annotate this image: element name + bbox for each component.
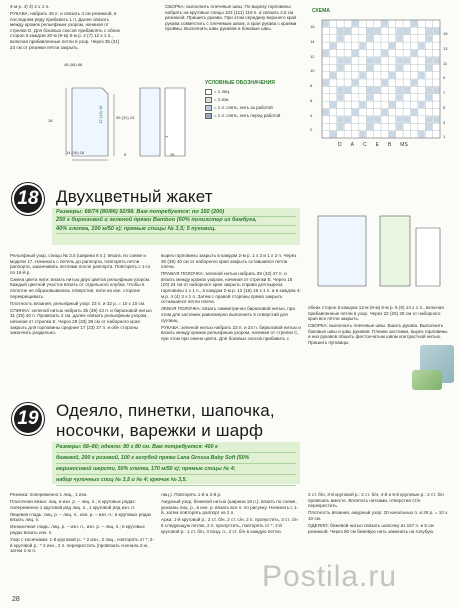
schema-cell bbox=[426, 94, 432, 100]
schema-marker-e: E bbox=[375, 142, 379, 148]
schema-cell bbox=[330, 131, 336, 137]
schema-cell bbox=[337, 87, 343, 93]
schema-title: СХЕМА bbox=[312, 8, 330, 14]
schema-row-num: 6 bbox=[310, 97, 313, 103]
schema-cell bbox=[337, 35, 343, 41]
jacket-back-piece bbox=[318, 216, 366, 286]
s19-col1-para: Изнаночная гладь: лиц. р. – изн. п., изн. р. – лиц. п.; в круговых рядах вязать изн. п. bbox=[10, 524, 145, 536]
section-18-title: Двухцветный жакет bbox=[56, 187, 213, 206]
s18-col3-para: СБОРКА: выполнить плечевые швы. Вшить рукава. Выполнить боковые швы и швы рукавов. Планки застежки, вырез горловины и низ рукавов обшить фестончатым швом контрастной нитью. Пришить пуговицы. bbox=[308, 323, 448, 346]
schema-cell bbox=[396, 35, 402, 41]
schema-cell bbox=[374, 28, 380, 34]
schema-row-num: 12 bbox=[310, 53, 315, 59]
schema-row-num: 3 bbox=[443, 119, 446, 125]
schema-cell bbox=[337, 116, 343, 122]
sleeve-piece-shape bbox=[140, 88, 160, 156]
schema-cell bbox=[352, 80, 358, 86]
diagram-label-2: 12 (13) 18 bbox=[98, 105, 104, 124]
section-19-column-1 bbox=[10, 492, 155, 555]
schema-cell bbox=[396, 57, 402, 63]
schema-cell bbox=[389, 131, 395, 137]
schema-cell bbox=[345, 28, 351, 34]
schema-cell bbox=[352, 109, 358, 115]
diagram-label-6: 4 bbox=[164, 135, 170, 138]
schema-cell bbox=[433, 28, 439, 34]
s19-col3-para: ОДЕЯЛО: бежевой нитью связать шапочку из 157 п. и 5 см резинкой. Через 80 см бежевую нить заменить на голубую. bbox=[308, 522, 435, 534]
section-18-column-3 bbox=[308, 305, 450, 347]
section-19-materials-line: бежевой, 200 г розовой, 100 г голубой пряжи Lana Grossa Baby Soft (50% bbox=[56, 453, 296, 464]
schema-marker-a: A bbox=[350, 142, 354, 148]
s19-col2-para: лиц.). Повторять 1-й и 2-й р. bbox=[161, 492, 222, 497]
legend-square-icon bbox=[205, 89, 212, 95]
top-left-para-0: 4-м р. 4) 3) 2 х 1 п. bbox=[10, 4, 50, 9]
schema-cell bbox=[345, 57, 351, 63]
schema-row-num: 16 bbox=[310, 24, 315, 29]
schema-cell bbox=[359, 43, 365, 49]
s19-col1-para: Резинка: попеременно 1 лиц., 1 изн. bbox=[10, 492, 88, 497]
schema-cell bbox=[382, 21, 388, 27]
schema-row-num: 9 bbox=[443, 75, 446, 81]
section-18-materials-line: 250 г бирюзовой и зеленой пряжи Bamboo (60% полиэстер из бамбука, bbox=[56, 217, 296, 225]
section-19-materials-line: мериносовой шерсти, 50% хлопка, 170 м/50 г); прямые спицы № 4; bbox=[56, 464, 296, 475]
legend-slip-front-icon bbox=[205, 113, 212, 119]
schema-cell bbox=[367, 116, 373, 122]
schema-row-num: 2 bbox=[310, 127, 313, 133]
schema-cell bbox=[382, 109, 388, 115]
schema-cell bbox=[396, 87, 402, 93]
schema-cell bbox=[367, 35, 373, 41]
section-19-column-3 bbox=[308, 492, 450, 536]
legend-item-3: = 1 п. снять, нить перед работой bbox=[205, 113, 280, 119]
top-middle-column bbox=[165, 4, 300, 33]
schema-cell bbox=[345, 87, 351, 93]
top-left-column bbox=[10, 4, 122, 52]
s19-col1-para: Платочная вязка: лиц. и изн. р. – лиц. п.; в круговых рядах: попеременно 1 круговой ряд лиц. п., 1 круговой ряд изн. п. bbox=[10, 499, 136, 510]
section-19-number-badge: 19 bbox=[14, 405, 42, 433]
schema-cell bbox=[352, 21, 358, 27]
schema-row-num: 15 bbox=[443, 31, 448, 36]
schema-row-numbers-left bbox=[310, 20, 320, 138]
schema-cell bbox=[359, 102, 365, 108]
schema-cell bbox=[418, 102, 424, 108]
section-18-number-badge: 18 bbox=[14, 185, 42, 213]
schema-cell bbox=[367, 87, 373, 93]
section-19-column-2 bbox=[161, 492, 301, 536]
schema-cell bbox=[367, 124, 373, 130]
s18-col3-para: обеих сторон в каждом 12-м (8-м) 6-м р. 5 (9) 14 х 1 п., включая прибавленные петли в узор. Через 22 (25) 28 см от наборного края все петли закрыть. bbox=[308, 305, 444, 322]
s18-col2-para: ЛЕВАЯ ПОЛОЧКА: вязать симметрично бирюзовой нитью, при этом для застежек равномерно выполнить 5 отверстий для пуговиц. bbox=[161, 306, 295, 323]
schema-cell bbox=[337, 28, 343, 34]
schema-cell bbox=[426, 65, 432, 71]
section-19-title-line-1: Одеяло, пинетки, шапочка, bbox=[56, 401, 275, 420]
section-19-materials-line: Размеры: 68–80; одеяло: 80 х 80 см. Вам потребуется: 400 г bbox=[56, 442, 296, 453]
schema-cell bbox=[404, 28, 410, 34]
schema-cell bbox=[352, 50, 358, 56]
schema-cell bbox=[367, 57, 373, 63]
schema-cell bbox=[433, 116, 439, 122]
schema-cell bbox=[359, 72, 365, 78]
schema-cell bbox=[396, 65, 402, 71]
section-18-materials-line: Размеры: 68/74 (80/86) 92/98. Вам потребуется: по 150 (200) bbox=[56, 209, 296, 217]
s18-col2-para: РУКАВА: зеленой нитью набрать 23 п. и 24 п. бирюзовой нитью и вязать между кромок рельефным узором, начиная от стрелки C, при этом при смене цвета. Для боковых скосов прибавить с bbox=[161, 324, 301, 341]
diagram-label-9: 28 bbox=[170, 152, 175, 157]
schema-cell bbox=[426, 116, 432, 122]
legend-dash-icon bbox=[205, 97, 212, 103]
s19-col2-para: Ажурный узор, бежевой нитью (ширина 18 п.): вязать по схеме, указаны лиц. р., в изн. р. вязать все п. по рисунку. Начинать с 1-й, затем повторять раппорт из 2 п. bbox=[161, 499, 299, 516]
schema-cell bbox=[404, 87, 410, 93]
schema-cell bbox=[330, 102, 336, 108]
schema-cell bbox=[433, 57, 439, 63]
schema-cell bbox=[426, 57, 432, 63]
top-pattern-diagram bbox=[10, 70, 200, 175]
schema-cell bbox=[337, 65, 343, 71]
legend-slip-back-icon bbox=[205, 105, 212, 111]
swatch-green-yarn bbox=[412, 370, 442, 390]
schema-marker-ms: MS bbox=[400, 142, 408, 148]
top-middle-para-0: СБОРКА: выполнить плечевые швы. По вырезу горловины набрать на круговые спицы 103 (111) 119 п. и связать 2,5 см резинкой. Пришить рукава. При этом середину верхнего края рукава совместить с плечевым швом, а края рукава с краями проймы. Выполнить швы рукавов и боковые швы. bbox=[165, 4, 297, 32]
schema-cell bbox=[323, 109, 329, 115]
legend-title: УСЛОВНЫЕ ОБОЗНАЧЕНИЯ bbox=[205, 80, 275, 86]
s18-col1-para: Смена цвета нити: вязать нитью двух цветов рельефным узором. Каждый цветной участок вязать от отдельного клубка. Чтобы в полотне не образовывались отверстия, нити на изн. стороне перекрещивать. bbox=[10, 276, 151, 299]
schema-cell bbox=[404, 116, 410, 122]
schema-marker-d: D bbox=[338, 142, 342, 148]
schema-row-num: 1 bbox=[443, 134, 446, 140]
schema-cell bbox=[389, 102, 395, 108]
section-18-pattern-diagram bbox=[300, 198, 450, 298]
schema-row-num: 7 bbox=[443, 90, 446, 95]
schema-cell bbox=[411, 50, 417, 56]
legend-item-0: = 1 лиц. bbox=[205, 89, 230, 95]
section-19-materials bbox=[56, 442, 296, 486]
schema-cell bbox=[411, 80, 417, 86]
legend-item-1: = 1 изн. bbox=[205, 97, 230, 103]
schema-cell bbox=[337, 124, 343, 130]
schema-cell bbox=[389, 43, 395, 49]
schema-row-num: 13 bbox=[443, 45, 448, 51]
schema-row-num: 11 bbox=[443, 60, 448, 66]
s18-col1-para: Плотность вязания, рельефный узор: 23 п. и 32 р. = 10 х 10 см. bbox=[10, 300, 146, 306]
schema-cell bbox=[418, 43, 424, 49]
schema-cell bbox=[367, 65, 373, 71]
schema-cell bbox=[411, 109, 417, 115]
schema-row-num: 5 bbox=[443, 104, 446, 110]
schema-cell bbox=[337, 94, 343, 100]
diagram-label-5: 18 bbox=[48, 118, 53, 123]
schema-cell bbox=[374, 116, 380, 122]
schema-cell bbox=[396, 116, 402, 122]
s19-col1-para: Узор с косичками: 1-й круговой р.: * 2 изн., 2 лиц., повторять от *; 2-й круговой р.: * 2 изн., 2 п. перекрестить (провязать сначала 2-ю, затем 1-ю п. bbox=[10, 537, 155, 554]
schema-cell bbox=[396, 124, 402, 130]
top-left-para-1: РУКАВА: набрать 46 п. и связать 4 см резинкой, в последнем ряду прибавить 1 п. Далее связать между кромок рельефным узором, начиная от стрелки D. Для боковых скосов прибавлять с обеих сторон в каждом 20-м (8-м) 6-м р. 2 (7) 12 х 1 п., включая прибавленные петли в узор. Через 35 (31) 24 см от резинки петли закрыть. bbox=[10, 11, 121, 50]
schema-cell bbox=[418, 131, 424, 137]
schema-cell bbox=[396, 94, 402, 100]
section-19-materials-line: набор чулочных спиц № 3,5 и № 4; крючок № 3,5. bbox=[56, 475, 296, 486]
schema-marker-c: C bbox=[362, 142, 367, 148]
section-18-materials-line: 40% хлопка, 100 м/50 г); прямые спицы № 3,5; 5 пуговиц. bbox=[56, 226, 296, 234]
schema-cell bbox=[337, 57, 343, 63]
s18-col1-para: СПИНКА: зеленой нитью набрать 35 (39) 43 п. и бирюзовой нитью 31 (35) 40 п. Провязать 2 см, далее связать рельефным узором, начиная от стрелки E. Через 28 (33) 38 см от наборного края закрыть для горловины средние 17 (23) 27 п. и обе стороны закончить раздельно. bbox=[10, 307, 152, 336]
schema-cell bbox=[359, 131, 365, 137]
schema-row-numbers-right bbox=[443, 27, 455, 145]
schema-cell bbox=[426, 35, 432, 41]
schema-cell bbox=[426, 87, 432, 93]
s19-col3-para: Плотность вязания, ажурный узор: 20 начальных п. и 28 р. = 10 х 10 см. bbox=[308, 510, 448, 521]
s19-col1-para: Лицевая гладь: лиц. р. – лиц. п., изн. р. – изн. п.; в круговых рядах вязать лиц. п. bbox=[10, 511, 152, 523]
jacket-front-piece bbox=[380, 216, 410, 286]
legend-item-2: = 1 п. снять, нить за работой bbox=[205, 105, 273, 111]
schema-cell bbox=[374, 87, 380, 93]
schema-cell bbox=[323, 80, 329, 86]
schema-marker-b: B bbox=[387, 142, 392, 148]
jacket-sleeve-piece bbox=[416, 228, 440, 286]
schema-row-num: 14 bbox=[310, 38, 315, 44]
schema-cell bbox=[426, 28, 432, 34]
schema-row-num: 10 bbox=[310, 68, 315, 74]
diagram-label-3: 35 (31) 24 bbox=[116, 115, 135, 120]
diagram-label-8: 5 bbox=[124, 152, 127, 157]
schema-cell bbox=[374, 57, 380, 63]
section-19-title-line-2: носочки, варежки и шарф bbox=[56, 421, 264, 440]
schema-cell bbox=[367, 28, 373, 34]
page-number: 28 bbox=[12, 596, 20, 603]
s19-col3-para: 2 ст. б/н, 3-й круговой р.: 2 ст. б/н, 4-й и 5-й круговые р.: 2 ст. б/н провязать вместе. Вплетать нитками, отверстия ст/н перекрестить. bbox=[308, 492, 444, 509]
schema-cell bbox=[411, 21, 417, 27]
schema-cell bbox=[418, 72, 424, 78]
diagram-label-4: 14 (16) 18 bbox=[66, 150, 85, 155]
schema-cell bbox=[330, 72, 336, 78]
schema-cell bbox=[382, 80, 388, 86]
schema-cell bbox=[426, 124, 432, 130]
schema-bottom-labels bbox=[338, 142, 438, 148]
schema-cell bbox=[345, 116, 351, 122]
watermark-text: Postila.ru bbox=[262, 560, 398, 593]
schema-cell bbox=[323, 50, 329, 56]
section-18-materials bbox=[56, 209, 296, 234]
schema-cell bbox=[382, 50, 388, 56]
diagram-label-0: 48 (56) 66 bbox=[64, 62, 83, 67]
schema-cell bbox=[323, 21, 329, 27]
schema-cell bbox=[396, 28, 402, 34]
schema-row-num: 4 bbox=[310, 112, 313, 118]
s18-col1-para: Рельефный узор, спицы № 3,5 (ширина 8 п.): вязать по схеме и модели 17. Начинать с петель до раппорта, повторять петли раппорта, заканчивать петлями после раппорта. Повторять с 1-го по 16-й р. bbox=[10, 253, 151, 275]
schema-cell bbox=[389, 72, 395, 78]
schema-cell bbox=[330, 43, 336, 49]
schema-row-num: 8 bbox=[310, 83, 313, 88]
section-18-column-2 bbox=[161, 253, 301, 343]
s19-col2-para: Арка: 1-й круговой р.: 2 ст. б/н, 2 ст. с/н, 2 п. пропустить, 3 ст. с/н в следующую петлю, 2 п. пропустить, повторять от *; 2-й круговой р.: 1 ст. б/н, 3 возд. п., 2 ст. б/н в каждую петлю. bbox=[161, 517, 298, 534]
s18-col2-para: ПРАВАЯ ПОЛОЧКА: зеленой нитью набрать 39 (43) 47 п. и вязать между кромок узором, начиная от стрелки E. Через 16 (20) 24 см от наборного края закрыть справа для выреза горловины 1 х 1 п., в каждом 2-м р. 12 (16) 18 х 1 п. и в каждом 4-м р. 4 (4) 3 х 1 п. Затем с правой стороны прямо закрыть оставшиеся петли плеча. bbox=[161, 271, 301, 305]
section-18-column-1 bbox=[10, 253, 155, 337]
schema-cell bbox=[433, 87, 439, 93]
schema-cell bbox=[367, 94, 373, 100]
s18-col2-para: вырез горловины закрыть в каждом 2-м р. 1 х 3 и 1 х 2 п. Через 30 (35) 40 см от наборного края закрыть оставшиеся петли плеча. bbox=[161, 253, 297, 270]
schema-cell bbox=[404, 57, 410, 63]
